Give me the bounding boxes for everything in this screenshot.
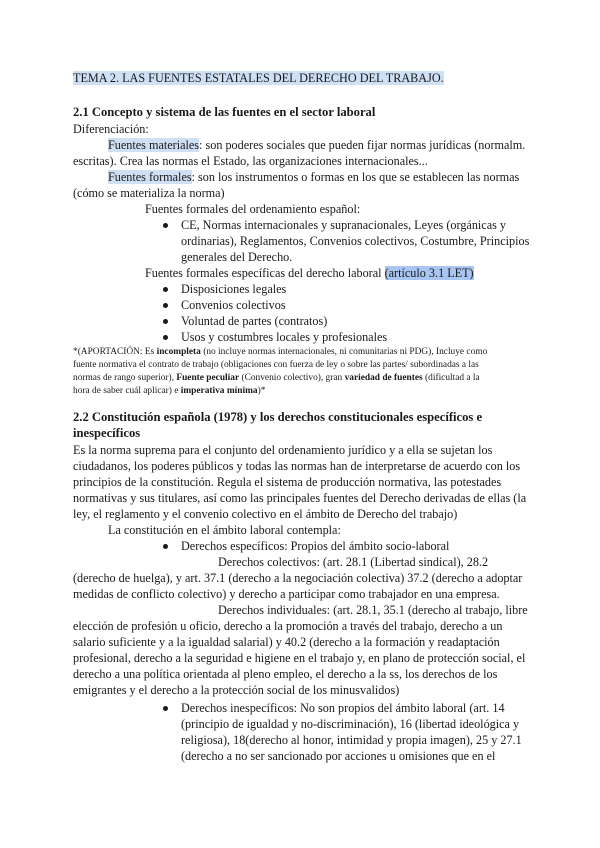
materiales-line-1: Fuentes materiales: son poderes sociales que pueden fijar normas jurídicas (normalm. — [108, 138, 526, 152]
list-item: Voluntad de partes (contratos) — [181, 314, 328, 328]
formales-term: Fuentes formales — [108, 170, 192, 184]
colectivos-line: Derechos colectivos: (art. 28.1 (Libertad sindical), 28.2 — [218, 555, 489, 569]
bullet-icon — [163, 223, 168, 228]
bullet-icon — [163, 706, 168, 711]
aportacion-line-1: *(APORTACIÓN: Es incompleta (no incluye normas internacionales, ni comunitarias ni PDG), Incluye como — [73, 347, 488, 357]
individuales-line: profesional, derecho a la seguridad e higiene en el trabajo y, en plano de protección social, el — [73, 651, 526, 665]
colectivos-line: medidas de conflicto colectivo) y derecho a participar como trabajador en una empresa. — [73, 587, 500, 601]
ordenamiento-item-line-3: generales del Derecho. — [181, 250, 293, 264]
ordenamiento-title: Fuentes formales del ordenamiento español: — [145, 202, 361, 216]
bullet-icon — [163, 303, 168, 308]
formales-line-2: (cómo se materializa la norma) — [73, 186, 225, 200]
colectivos-line: (derecho de huelga), y art. 37.1 (derecho a la negociación colectiva) 37.2 (derecho a adoptar — [73, 571, 523, 585]
list-item: Convenios colectivos — [181, 298, 286, 312]
paragraph-line: ley, el reglamento y el convenio colectivo en el ámbito de Derecho del trabajo) — [73, 507, 458, 521]
inespecificos-line: (derecho a no ser sancionado por acciones u omisiones que en el — [181, 749, 496, 763]
page-title: TEMA 2. LAS FUENTES ESTATALES DEL DERECHO DEL TRABAJO. — [73, 71, 444, 85]
list-item: Usos y costumbres locales y profesionales — [181, 330, 388, 344]
section-1-heading: 2.1 Concepto y sistema de las fuentes en el sector laboral — [73, 105, 376, 119]
inespecificos-line: (principio de igualdad y no-discriminación), 16 (libertad ideológica y — [181, 717, 520, 731]
aportacion-line-3: normas de rango superior), Fuente peculiar (Convenio colectivo), gran variedad de fuentes (dificultad a la — [73, 373, 480, 383]
ordenamiento-item-line-1: CE, Normas internacionales y supranacionales, Leyes (orgánicas y — [181, 218, 507, 232]
ordenamiento-item-line-2: ordinarias), Reglamentos, Convenios colectivos, Costumbre, Principios — [181, 234, 530, 248]
materiales-line-2: escritas). Crea las normas el Estado, las organizaciones internacionales... — [73, 154, 428, 168]
bullet-icon — [163, 287, 168, 292]
inespecificos-line: religiosa), 18(derecho al honor, intimidad y propia imagen), 25 y 27.1 — [181, 733, 522, 747]
paragraph-line: normativas y sus titulares, así como las principales fuentes del Derecho derivadas de ellas (la — [73, 491, 527, 505]
paragraph-line: Es la norma suprema para el conjunto del ordenamiento jurídico y a ella se sujetan los — [73, 443, 493, 457]
individuales-line: emigrantes y el derecho a la protección social de los minusvalidos) — [73, 683, 400, 697]
diferenciacion-label: Diferenciación: — [73, 122, 149, 136]
list-item: Disposiciones legales — [181, 282, 287, 296]
individuales-line: salario suficiente y a la igualdad salarial) y 40.2 (derecho a la formación y readaptación — [73, 635, 500, 649]
aportacion-line-2: fuente normativa el contrato de trabajo (obligaciones con fuerza de ley o sobre las partes/ subordinadas a las — [73, 360, 479, 370]
bullet-icon — [163, 319, 168, 324]
paragraph-line: principios de la constitución. Regula el sistema de producción normativa, las potestades — [73, 475, 502, 489]
especificas-title: Fuentes formales específicas del derecho laboral (artículo 3.1 LET) — [145, 266, 474, 280]
individuales-line: elección de profesión u oficio, derecho a la promoción a través del trabajo, derecho a un — [73, 619, 503, 633]
section-2-heading-line-2: inespecíficos — [73, 426, 141, 440]
paragraph-line: ciudadanos, los poderes públicos y todas las normas han de interpretarse de acuerdo con los — [73, 459, 521, 473]
individuales-line: Derechos individuales: (art. 28.1, 35.1 (derecho al trabajo, libre — [218, 603, 528, 617]
section-2-heading-line-1: 2.2 Constitución española (1978) y los derechos constitucionales específicos e — [73, 410, 483, 424]
inespecificos-line: Derechos inespecíficos: No son propios del ámbito laboral (art. 14 — [181, 701, 505, 715]
bullet-icon — [163, 544, 168, 549]
aportacion-line-4: hora de saber cuál aplicar) e imperativa mínima)* — [73, 386, 266, 396]
formales-line-1: Fuentes formales: son los instrumentos o formas en los que se establecen las normas — [108, 170, 520, 184]
materiales-term: Fuentes materiales — [108, 138, 200, 152]
especificas-ref: (artículo 3.1 LET) — [384, 266, 474, 280]
individuales-line: derecho a una política orientada al pleno empleo, el derecho a la ss, los derechos de los — [73, 667, 498, 681]
bullet-icon — [163, 335, 168, 340]
especificos-title: Derechos específicos: Propios del ámbito socio-laboral — [181, 539, 450, 553]
contempla-line: La constitución en el ámbito laboral contempla: — [108, 523, 341, 537]
